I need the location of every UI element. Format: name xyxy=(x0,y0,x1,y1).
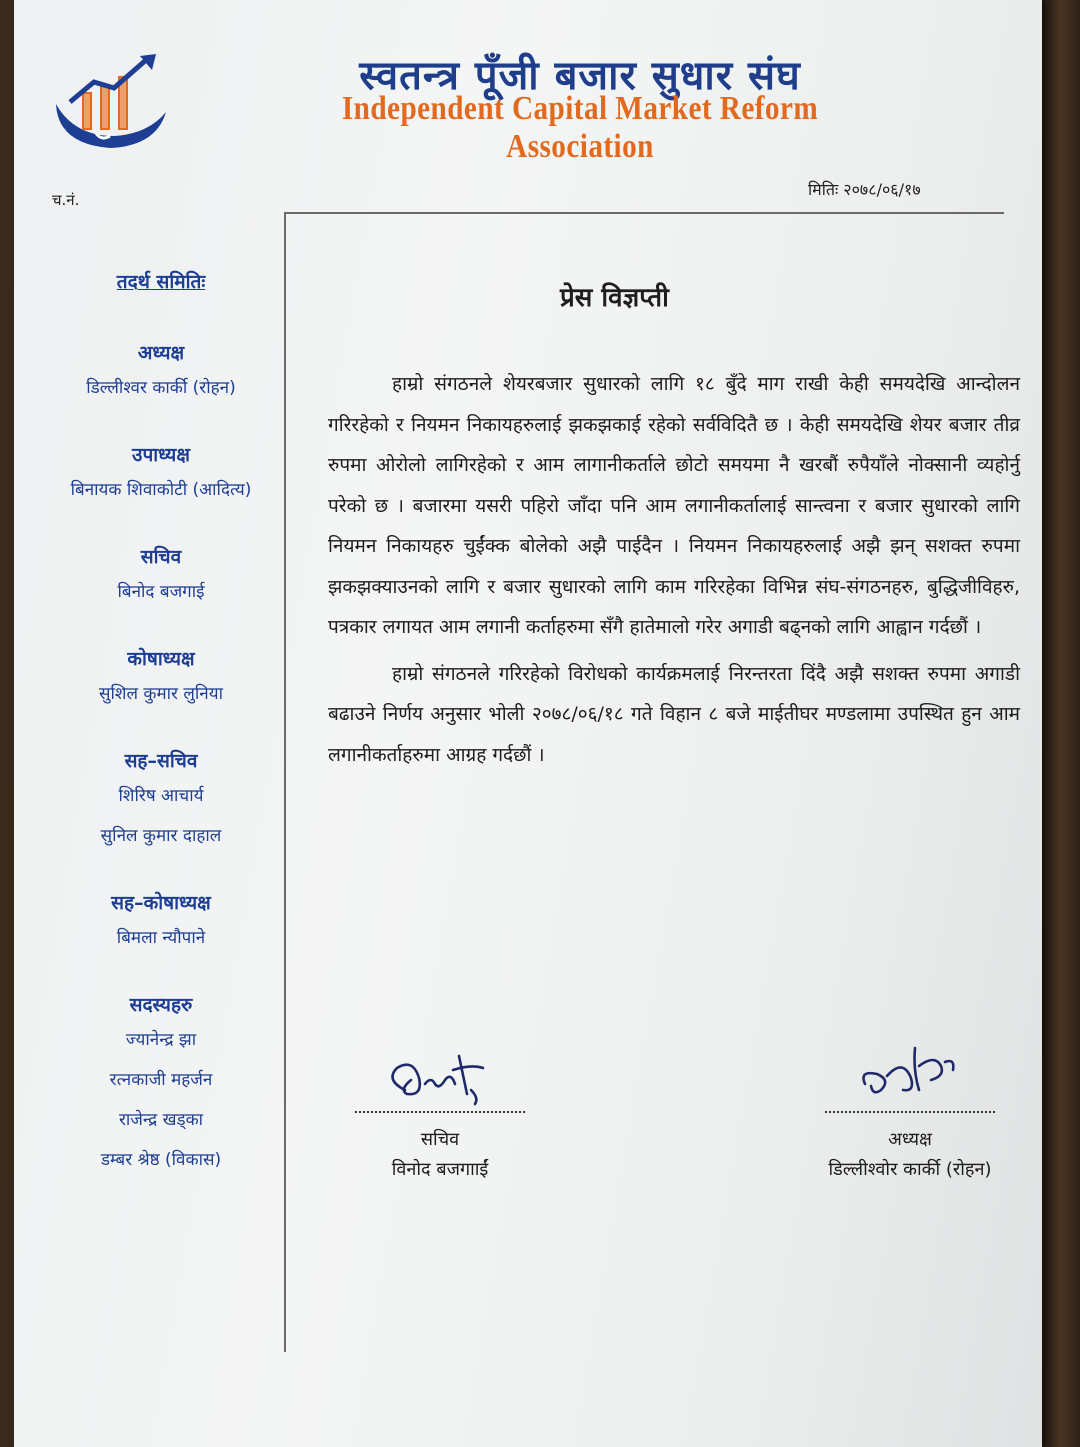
committee-group-treasurer xyxy=(30,644,292,714)
committee-heading: तदर्थ समितिः xyxy=(116,271,206,293)
committee-member: बिनायक शिवाकोटी (आदित्य) xyxy=(70,480,252,500)
reference-number-label: च.नं. xyxy=(52,191,80,209)
association-name-english: Independent Capital Market Reform Association xyxy=(341,90,819,165)
committee-role: सह–सचिव xyxy=(124,750,198,772)
handwritten-signature-icon xyxy=(845,1040,975,1110)
handwritten-signature-icon xyxy=(375,1050,505,1110)
committee-role: सह–कोषाध्यक्ष xyxy=(111,892,211,914)
committee-group-vice-chair xyxy=(30,440,292,510)
committee-group-secretary xyxy=(30,542,292,612)
committee-sidebar xyxy=(30,268,292,1212)
body-paragraph: हाम्रो संगठनले गरिरहेको विरोधको कार्यक्रमलाई निरन्तरता दिंदै अझै सशक्त रुपमा अगाडी बढाउने निर्णय अनुसार भोली २०७८/०६/१८ गते विहान ८ बजे माईतीघर मण्डलामा उपस्थित हुन आम लगानीकर्ताहरुमा आग्रह गर्दछौं । xyxy=(328,662,1020,766)
signature-line xyxy=(825,1110,995,1113)
press-release-title: प्रेस विज्ञप्ती xyxy=(560,283,669,313)
signatory-role: अध्यक्ष xyxy=(888,1129,932,1150)
committee-group-chair xyxy=(30,338,292,408)
committee-role: कोषाध्यक्ष xyxy=(127,648,195,670)
committee-member: सुशिल कुमार लुनिया xyxy=(99,684,223,704)
letter-date: मितिः २०७८/०६/१७ xyxy=(808,180,921,199)
signatory-name: विनोद बजगााईं xyxy=(391,1159,489,1180)
committee-role: अध्यक्ष xyxy=(137,342,185,364)
committee-member: बिनोद बजगाई xyxy=(117,582,205,602)
committee-member: राजेन्द्र खड्का xyxy=(118,1110,204,1130)
committee-role: सचिव xyxy=(140,546,182,568)
committee-role: उपाध्यक्ष xyxy=(132,444,190,466)
committee-group-co-secretary xyxy=(30,746,292,856)
header-divider xyxy=(284,212,1004,214)
committee-group-co-treasurer xyxy=(30,888,292,958)
committee-member: बिमला न्यौपाने xyxy=(116,928,206,948)
committee-member: डिल्लीश्वर कार्की (रोहन) xyxy=(86,378,236,398)
committee-group-members xyxy=(30,990,292,1180)
signature-line xyxy=(355,1110,525,1113)
signature-block-secretary xyxy=(340,1050,540,1181)
background-edge xyxy=(1042,0,1080,1447)
body-paragraph: हाम्रो संगठनले शेयरबजार सुधारको लागि १८ बुँदे माग राखी केही समयदेखि आन्दोलन गरिरहेको र नियमन निकायहरुलाई झकझकाई रहेको सर्वविदितै छ । केही समयदेखि शेयर बजार तीव्र रुपमा ओरोलो लागिरहेको र आम लागानीकर्ताले छोटो समयमा नै खरबौं रुपैयाँले नोक्सानी व्यहोर्नु परेको छ । बजारमा यसरी पहिरो जाँदा पनि आम लगानीकर्तालाई सान्त्वना र बजार सुधारको लागि नियमन निकायहरु चुईंक्क बोलेको अझै पाईदैन । नियमन निकायहरुलाई अझै झन् सशक्त रुपमा झकझक्याउनको लागि र बजार सुधारको लागि काम गरिरहेका विभिन्न संघ-संगठनहरु, बुद्धिजीविहरु, पत्रकार लगायत आम लगानी कर्ताहरुमा सँगै हातेमालो गरेर अगाडी बढ्नको लागि आह्वान गर्दछौं । xyxy=(328,373,1020,638)
committee-member: रत्नकाजी महर्जन xyxy=(109,1070,213,1090)
committee-member: शिरिष आचार्य xyxy=(118,786,204,806)
signature-block-chair xyxy=(790,1040,1030,1181)
committee-role: सदस्यहरु xyxy=(129,994,193,1016)
committee-member: ज्यानेन्द्र झा xyxy=(125,1030,197,1050)
signatory-name: डिल्लीश्वोर कार्की (रोहन) xyxy=(828,1159,992,1180)
committee-member: डम्बर श्रेष्ठ (विकास) xyxy=(100,1150,222,1170)
committee-member: सुनिल कुमार दाहाल xyxy=(100,826,222,846)
association-logo-icon xyxy=(48,52,176,152)
press-release-body xyxy=(328,364,1020,781)
signatory-role: सचिव xyxy=(420,1129,460,1150)
association-name-nepali: स्वतन्त्र पूँजी बजार सुधार संघ xyxy=(359,53,801,99)
